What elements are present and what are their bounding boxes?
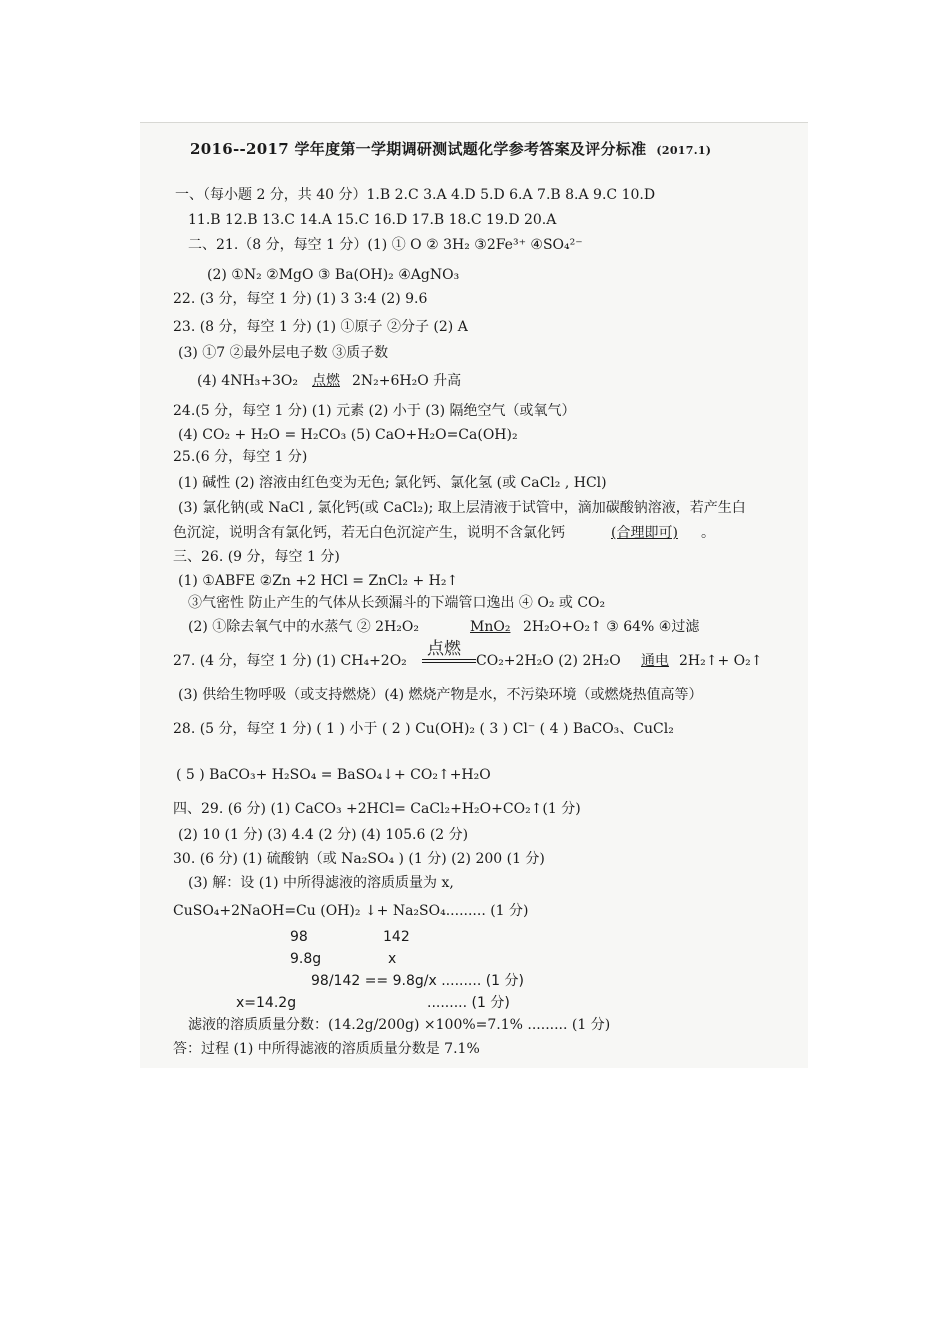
document-title [190,140,711,160]
q26-part1: (1) ①ABFE ②Zn +2 HCl = ZnCl₂ + H₂↑ [178,573,459,589]
q25-note: (合理即可) [611,525,678,541]
q30-equation: CuSO₄+2NaOH=Cu (OH)₂ ↓+ Na₂SO₄......... (1 分) [173,903,529,919]
q24-part1: 24.(5 分，每空 1 分) (1) 元素 (2) 小于 (3) 隔绝空气（或氧气） [173,403,576,419]
q27-part2-products: 2H₂↑+ O₂↑ [679,653,763,669]
q26-part2-catalyst: MnO₂ [470,619,511,635]
q30-mass-unknown: x [388,951,397,967]
q24-part2: (4) CO₂ + H₂O = H₂CO₃ (5) CaO+H₂O=Ca(OH)₂ [178,427,518,443]
q30-proportion: 98/142 == 9.8g/x ......... (1 分) [311,973,525,989]
q21-part2: (2) ①N₂ ②MgO ③ Ba(OH)₂ ④AgNO₃ [207,267,460,283]
section-1-answers: 一、（每小题 2 分，共 40 分）1.B 2.C 3.A 4.D 5.D 6.A 7.B 8.A 9.C 10.D [175,187,656,203]
q30-parts: 30. (6 分) (1) 硫酸钠（或 Na₂SO₄ ) (1 分) (2) 200 (1 分) [173,851,545,867]
q30-mass-fraction: 滤液的溶质质量分数：(14.2g/200g) ×100%=7.1% ......... (1 分) [188,1017,611,1033]
q30-answer: 答：过程 (1) 中所得滤液的溶质质量分数是 7.1% [173,1041,480,1057]
q27-equation-bar [422,659,476,660]
q30-molar-mass-2: 142 [383,929,410,945]
q27-equation-bar-lower [422,662,476,663]
section-1-answers-cont: 11.B 12.B 13.C 14.A 15.C 16.D 17.B 18.C 19.D 20.A [188,212,557,228]
q26-part2-reactants: (2) ①除去氧气中的水蒸气 ② 2H₂O₂ [188,619,419,635]
section-4-q29: 四、29. (6 分) (1) CaCO₃ +2HCl= CaCl₂+H₂O+CO₂↑(1 分) [173,801,581,817]
q27-part2: CO₂+2H₂O (2) 2H₂O [476,653,621,669]
q30-solution: (3) 解：设 (1) 中所得滤液的溶质质量为 x, [188,875,454,891]
q27-part3: (3) 供给生物呼吸（或支持燃烧）(4) 燃烧产物是水，不污染环境（或燃烧热值高等） [178,687,703,703]
q23-part4-condition: 点燃 [312,373,340,389]
q28-part1: 28. (5 分，每空 1 分) ( 1 ) 小于 ( 2 ) Cu(OH)₂ ( 3 ) Cl⁻ ( 4 ) BaCO₃、CuCl₂ [173,721,674,737]
q21-part1: 二、21.（8 分，每空 1 分）(1) ① O ② 3H₂ ③2Fe³⁺ ④SO₄²⁻ [188,237,583,253]
q23-part4-products: 2N₂+6H₂O 升高 [352,373,462,389]
q23-part1: 23. (8 分，每空 1 分) (1) ①原子 ②分子 (2) A [173,319,468,335]
q25-period: 。 [701,525,715,541]
q26-part1-cont: ③气密性 防止产生的气体从长颈漏斗的下端管口逸出 ④ O₂ 或 CO₂ [188,595,606,611]
q25-part3: (3) 氯化钠(或 NaCl , 氯化钙(或 CaCl₂); 取上层清液于试管中，滴加碳酸钠溶液，若产生白 [178,500,746,516]
q25-part3-cont: 色沉淀，说明含有氯化钙，若无白色沉淀产生，说明不含氯化钙 [173,525,565,541]
q27-electrolysis-condition: 通电 [641,653,669,669]
q30-result: x=14.2g [236,995,297,1011]
q22: 22. (3 分，每空 1 分) (1) 3 3:4 (2) 9.6 [173,291,428,307]
q28-part5: ( 5 ) BaCO₃+ H₂SO₄ = BaSO₄↓+ CO₂↑+H₂O [176,767,491,783]
q23-part3: (3) ①7 ②最外层电子数 ③质子数 [178,345,389,361]
q27-ignite-condition: 点燃 [427,639,461,659]
q25-header: 25.(6 分，每空 1 分) [173,449,308,465]
q30-mass-known: 9.8g [290,951,322,967]
q30-result-score: ......... (1 分) [427,995,510,1011]
q25-part1: (1) 碱性 (2) 溶液由红色变为无色; 氯化钙、氯化氢 (或 CaCl₂ , HCl) [178,475,607,491]
document-date: (2017.1) [656,144,712,157]
q26-part2-products: 2H₂O+O₂↑ ③ 64% ④过滤 [523,619,700,635]
section-3-q26-header: 三、26. (9 分，每空 1 分) [173,549,340,565]
q27-part1-reactants: 27. (4 分，每空 1 分) (1) CH₄+2O₂ [173,653,407,669]
q23-part4-reactants: (4) 4NH₃+3O₂ [197,373,298,389]
q29-parts: (2) 10 (1 分) (3) 4.4 (2 分) (4) 105.6 (2 分) [178,827,469,843]
title-text: 2016--2017 学年度第一学期调研测试题化学参考答案及评分标准 [190,140,647,158]
page-top-edge [140,122,808,123]
q30-molar-mass-1: 98 [290,929,308,945]
